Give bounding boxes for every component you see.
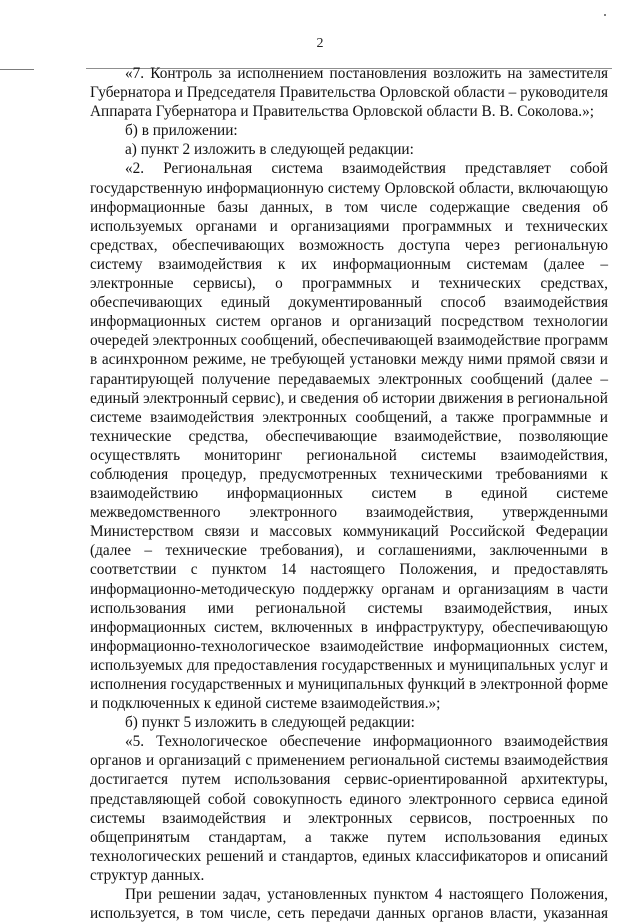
paragraph-item-5-text: «5. Технологическое обеспечение информационного взаимодействия органов и организаций с применением региональной системы взаимодействия достигается путем использования сервис-ориентированной архитектуры, представляющей собой совокупность единого электронного сервиса единой системы взаимодействия и электронных сервисов, построенных по общепринятым стандартам, а также путем использования единых технологических решений и стандартов, единых классификаторов и описаний структур данных.: [90, 733, 608, 884]
scan-speck: [604, 14, 606, 16]
page-number: 2: [316, 36, 324, 51]
scan-edge-mark: [0, 69, 34, 70]
paragraph-item-5-intro: б) пункт 5 изложить в следующей редакции:: [125, 714, 415, 732]
paragraph-item-2-intro: а) пункт 2 изложить в следующей редакции:: [125, 141, 414, 159]
document-body: [90, 64, 608, 923]
paragraph-item-2-text: «2. Региональная система взаимодействия представляет собой государственную информационную систему Орловской области, включающую информационные базы данных, в том числе содержащие сведения об используемых органами и организациями программных и технических средствах, обеспечивающих возможность доступа через региональную систему взаимодействия к их информационным системам (далее – электронные сервисы), о программных и технических средствах, обеспечивающих единый документированный способ взаимодействия информационных систем органов и организаций посредством технологии очередей электронных сообщений, обеспечивающей взаимодействие программ в асинхронном режиме, не требующей установки между ними прямой связи и гарантирующей получение передаваемых электронных сообщений (далее – единый электронный сервис), и сведения об истории движения в региональной системе взаимодействия электронных сообщений, а также программные и технические средства, обеспечивающие взаимодействие, позволяющие осуществлять мониторинг региональной системы взаимодействия, соблюдения процедур, предусмотренных техническими требованиями к взаимодействию информационных систем в единой системе межведомственного электронного взаимодействия, утвержденными Министерством связи и массовых коммуникаций Российской Федерации (далее – технические требования), и соглашениями, заключенными в соответствии с пунктом 14 настоящего Положения, и предоставлять информационно-методическую поддержку органам и организациям в части использования ими региональной системы взаимодействия, иных информационных систем, включенных в инфраструктуру, обеспечивающую информационно-технологическое взаимодействие информационных систем, используемых для предоставления государственных и муниципальных услуг и исполнения государственных и муниципальных функций в электронной форме и подключенных к единой системе взаимодействия.»;: [90, 160, 608, 713]
paragraph-appendix: б) в приложении:: [125, 122, 238, 140]
paragraph-item-7-control: «7. Контроль за исполнением постановления возложить на заместителя Губернатора и Председателя Правительства Орловской области – руководителя Аппарата Губернатора и Правительства Орловской области В. В. Соколова.»;: [90, 65, 608, 121]
paragraph-tasks-solution: При решении задач, установленных пунктом 4 настоящего Положения, используется, в том числе, сеть передачи данных органов власти, указанная: [90, 886, 608, 923]
